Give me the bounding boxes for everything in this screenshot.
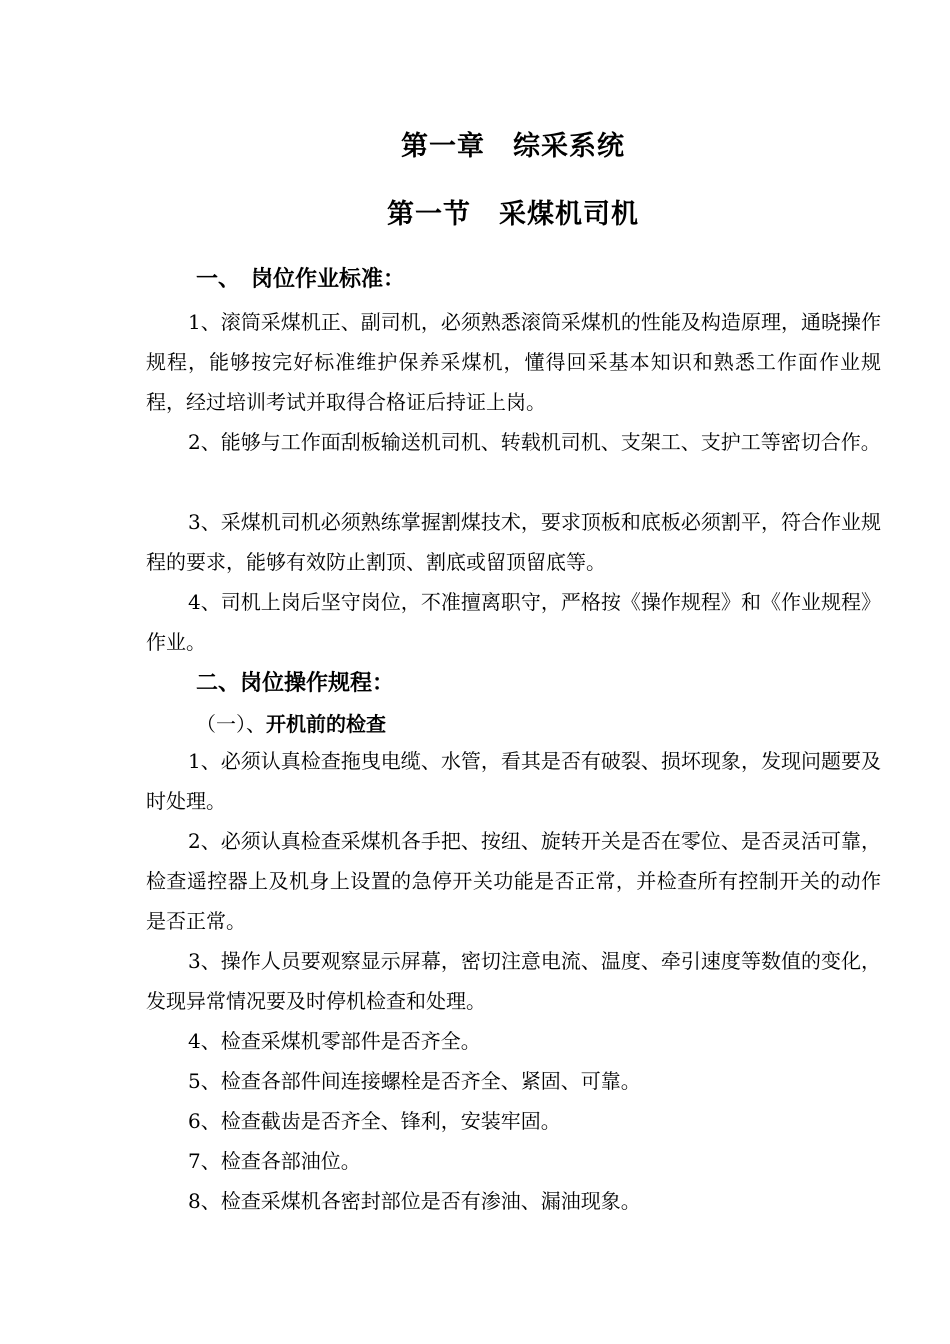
paragraph-standard-3: 3、采煤机司机必须熟练掌握割煤技术，要求顶板和底板必须割平，符合作业规程的要求，能够有效防止割顶、割底或留顶留底等。	[146, 510, 881, 574]
subheading-title: 开机前的检查	[266, 712, 386, 736]
chapter-title: 第一章 综采系统	[401, 131, 625, 162]
paragraph-check-2: 2、必须认真检查采煤机各手把、按纽、旋转开关是否在零位、是否灵活可靠，检查遥控器上及机身上设置的急停开关功能是否正常，并检查所有控制开关的动作是否正常。	[146, 829, 881, 933]
paragraph-check-6: 6、检查截齿是否齐全、锋利，安装牢固。	[188, 1109, 561, 1133]
paragraph-check-7: 7、检查各部油位。	[188, 1149, 361, 1173]
paragraph-check-1: 1、必须认真检查拖曳电缆、水管，看其是否有破裂、损坏现象，发现问题要及时处理。	[146, 749, 881, 813]
paragraph-check-4: 4、检查采煤机零部件是否齐全。	[188, 1029, 481, 1053]
paragraph-check-8: 8、检查采煤机各密封部位是否有渗油、漏油现象。	[188, 1189, 641, 1213]
paragraph-check-5: 5、检查各部件间连接螺栓是否齐全、紧固、可靠。	[188, 1069, 641, 1093]
subheading-prefix: （一）、	[196, 712, 266, 736]
paragraph-standard-2: 2、能够与工作面刮板输送机司机、转载机司机、支架工、支护工等密切合作。	[188, 430, 881, 454]
paragraph-standard-1: 1、滚筒采煤机正、副司机，必须熟悉滚筒采煤机的性能及构造原理，通晓操作规程，能够按完好标准维护保养采煤机，懂得回采基本知识和熟悉工作面作业规程，经过培训考试并取得合格证后持证上岗。	[146, 310, 881, 414]
heading-operating-procedures: 二、岗位操作规程：	[196, 670, 395, 696]
paragraph-check-3: 3、操作人员要观察显示屏幕，密切注意电流、温度、牵引速度等数值的变化，发现异常情况要及时停机检查和处理。	[146, 949, 881, 1013]
paragraph-standard-4: 4、司机上岗后坚守岗位，不准擅离职守，严格按《操作规程》和《作业规程》作业。	[146, 590, 881, 654]
section-title: 第一节 采煤机司机	[387, 199, 639, 230]
subheading-pre-start-check	[196, 708, 386, 737]
heading-job-standards: 一、 岗位作业标准：	[196, 266, 406, 292]
